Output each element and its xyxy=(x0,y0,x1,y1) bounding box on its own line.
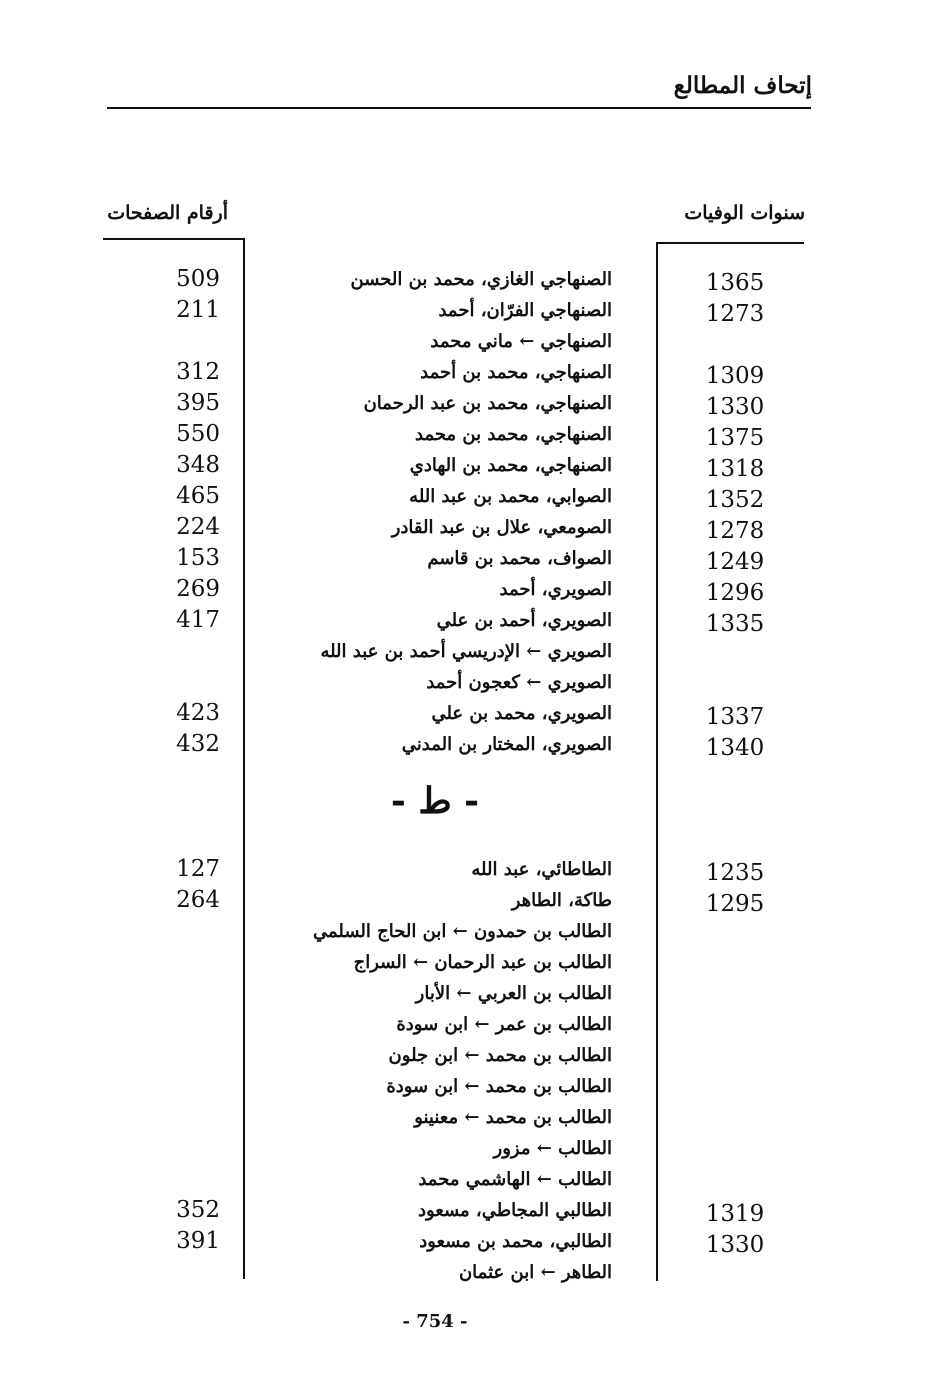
entry-page-number: 432 xyxy=(176,731,220,757)
entry-name: الصويري ← كعجون أحمد xyxy=(426,672,612,693)
entry-death-year: 1278 xyxy=(705,518,765,544)
index-entry xyxy=(0,1102,939,1133)
entry-page-number: 465 xyxy=(176,483,220,509)
entry-page-number: 352 xyxy=(176,1197,220,1223)
entry-page-number: 348 xyxy=(176,452,220,478)
entry-death-year: 1330 xyxy=(705,394,765,420)
index-entry xyxy=(0,916,939,947)
index-entry xyxy=(0,388,939,419)
entry-death-year: 1318 xyxy=(705,456,765,482)
index-entry xyxy=(0,947,939,978)
entry-name: الطالب ← مزور xyxy=(493,1138,612,1159)
index-entry xyxy=(0,1164,939,1195)
entry-name: الطالب بن العربي ← الأبار xyxy=(415,983,612,1004)
entry-death-year: 1340 xyxy=(705,735,765,761)
index-entry xyxy=(0,1133,939,1164)
entry-name: الطالب بن حمدون ← ابن الحاج السلمي xyxy=(312,921,612,942)
index-entry xyxy=(0,729,939,760)
index-entry xyxy=(0,1257,939,1288)
entry-name: الطالب بن عبد الرحمان ← السراج xyxy=(353,952,612,973)
entry-name: الطالب بن محمد ← معنينو xyxy=(414,1107,612,1128)
index-entry xyxy=(0,978,939,1009)
index-entry xyxy=(0,1195,939,1226)
entry-page-number: 423 xyxy=(176,700,220,726)
index-entry xyxy=(0,667,939,698)
entry-death-year: 1296 xyxy=(705,580,765,606)
index-entry xyxy=(0,419,939,450)
index-entry xyxy=(0,605,939,636)
index-entry xyxy=(0,1009,939,1040)
index-entry xyxy=(0,1040,939,1071)
entry-name: الصنهاجي، محمد بن عبد الرحمان xyxy=(363,393,612,414)
entry-death-year: 1309 xyxy=(705,363,765,389)
entry-page-number: 417 xyxy=(176,607,220,633)
pages-column-header: أرقام الصفحات xyxy=(107,202,228,224)
entry-name: الصويري ← الإدريسي أحمد بن عبد الله xyxy=(320,641,612,662)
section-letter: - ط - xyxy=(390,780,480,822)
index-entry xyxy=(0,481,939,512)
index-entry xyxy=(0,543,939,574)
entry-name: الصنهاجي الفرّان، أحمد xyxy=(438,300,612,321)
index-entry xyxy=(0,450,939,481)
entry-name: الطاطائي، عبد الله xyxy=(471,859,612,880)
entry-death-year: 1295 xyxy=(705,891,765,917)
entry-page-number: 224 xyxy=(176,514,220,540)
entry-name: الصوابي، محمد بن عبد الله xyxy=(409,486,612,507)
entry-name: الصنهاجي ← ماني محمد xyxy=(430,331,612,352)
entry-name: الطالب بن محمد ← ابن سودة xyxy=(386,1076,612,1097)
index-entry xyxy=(0,885,939,916)
entry-page-number: 211 xyxy=(176,297,220,323)
entry-page-number: 264 xyxy=(176,887,220,913)
entry-name: الطاهر ← ابن عثمان xyxy=(458,1262,612,1283)
index-entry xyxy=(0,636,939,667)
index-entry xyxy=(0,326,939,357)
entry-death-year: 1352 xyxy=(705,487,765,513)
entry-name: الصومعي، علال بن عبد القادر xyxy=(391,517,612,538)
entry-name: الصنهاجي الغازي، محمد بن الحسن xyxy=(350,269,612,290)
entry-death-year: 1330 xyxy=(705,1232,765,1258)
entry-page-number: 127 xyxy=(176,856,220,882)
entry-page-number: 395 xyxy=(176,390,220,416)
entry-name: الطالب بن عمر ← ابن سودة xyxy=(396,1014,612,1035)
entry-page-number: 153 xyxy=(176,545,220,571)
entry-name: الصنهاجي، محمد بن محمد xyxy=(415,424,612,445)
entry-death-year: 1319 xyxy=(705,1201,765,1227)
entry-name: الصنهاجي، محمد بن أحمد xyxy=(420,362,612,383)
years-header-rule xyxy=(656,242,804,244)
entry-death-year: 1335 xyxy=(705,611,765,637)
index-entry xyxy=(0,698,939,729)
entry-death-year: 1337 xyxy=(705,704,765,730)
header-rule xyxy=(107,107,811,109)
index-entry xyxy=(0,357,939,388)
entry-death-year: 1365 xyxy=(705,270,765,296)
entry-name: الصنهاجي، محمد بن الهادي xyxy=(409,455,612,476)
years-column-header: سنوات الوفيات xyxy=(684,202,805,224)
entry-death-year: 1249 xyxy=(705,549,765,575)
index-entry xyxy=(0,1071,939,1102)
entry-death-year: 1375 xyxy=(705,425,765,451)
entry-name: الصويري، أحمد بن علي xyxy=(436,610,612,631)
page-number: - 754 - xyxy=(402,1311,468,1332)
index-entry xyxy=(0,1226,939,1257)
entry-name: الصويري، أحمد xyxy=(499,579,612,600)
entry-name: الطالب ← الهاشمي محمد xyxy=(418,1169,612,1190)
entry-page-number: 550 xyxy=(176,421,220,447)
entry-name: الصويري، محمد بن علي xyxy=(431,703,612,724)
pages-header-rule xyxy=(103,238,245,240)
entry-page-number: 312 xyxy=(176,359,220,385)
entry-name: طاكة، الطاهر xyxy=(511,890,612,911)
index-entry xyxy=(0,264,939,295)
entry-death-year: 1235 xyxy=(705,860,765,886)
entry-page-number: 391 xyxy=(176,1228,220,1254)
running-title: إتحاف المطالع xyxy=(673,72,812,99)
index-entry xyxy=(0,574,939,605)
entry-name: الصواف، محمد بن قاسم xyxy=(427,548,612,569)
index-entry xyxy=(0,854,939,885)
entry-name: الطالبي، محمد بن مسعود xyxy=(419,1231,612,1252)
index-entry xyxy=(0,295,939,326)
index-entry xyxy=(0,512,939,543)
entry-name: الصويري، المختار بن المدني xyxy=(401,734,612,755)
entry-death-year: 1273 xyxy=(705,301,765,327)
entry-name: الطالبي المجاطي، مسعود xyxy=(417,1200,612,1221)
entry-name: الطالب بن محمد ← ابن جلون xyxy=(388,1045,612,1066)
entry-page-number: 509 xyxy=(176,266,220,292)
entry-page-number: 269 xyxy=(176,576,220,602)
